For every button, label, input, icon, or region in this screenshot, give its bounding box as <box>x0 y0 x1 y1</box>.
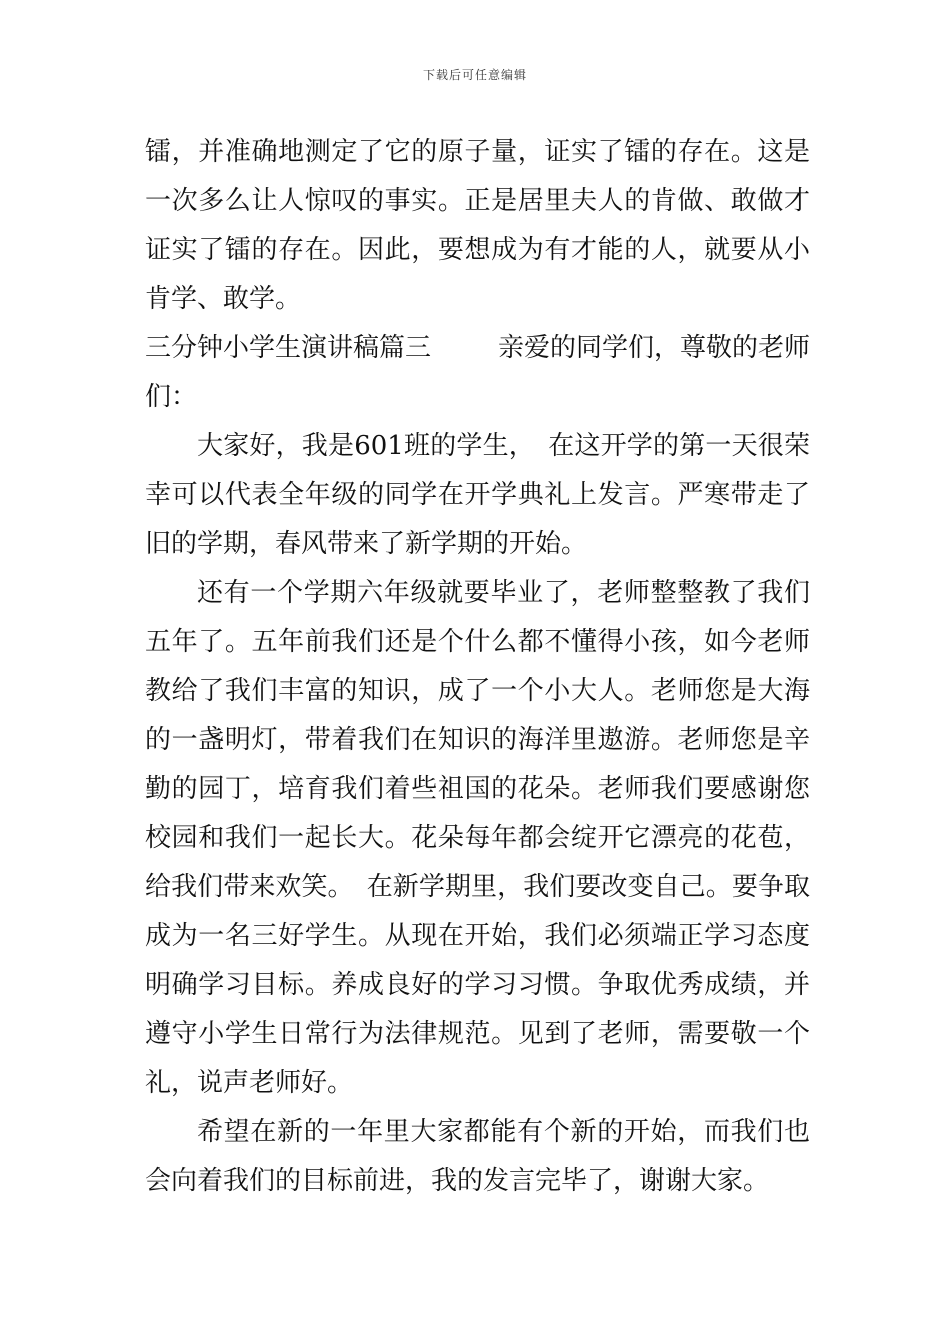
text-line: 旧的学期，春风带来了新学期的开始。 <box>145 529 588 559</box>
text-line: 一次多么让人惊叹的事实。正是居里夫人的肯做、敢做才 <box>145 186 810 216</box>
text-line: 给我们带来欢笑。 在新学期里，我们要改变自己。要争取 <box>145 872 810 902</box>
text-line: 镭，并准确地测定了它的原子量，证实了镭的存在。这是 <box>145 137 810 167</box>
text-line: 校园和我们一起长大。花朵每年都会绽开它漂亮的花苞， <box>145 823 810 853</box>
text-line: 肯学、敢学。 <box>145 284 302 314</box>
text-line: 会向着我们的目标前进，我的发言完毕了，谢谢大家。 <box>145 1166 770 1196</box>
text-line: 勤的园丁，培育我们着些祖国的花朵。老师我们要感谢您 <box>145 774 810 804</box>
paragraph-continuation <box>145 128 810 324</box>
text-line: 幸可以代表全年级的同学在开学典礼上发言。严寒带走了 <box>145 480 810 510</box>
section-heading <box>145 324 810 422</box>
text-line: 礼，说声老师好。 <box>145 1068 354 1098</box>
text-line: 明确学习目标。养成良好的学习习惯。争取优秀成绩，并 <box>145 970 810 1000</box>
text-line: 们： <box>145 382 198 412</box>
page-header: 下载后可任意编辑 <box>422 68 527 82</box>
text-line: 大家好，我是601班的学生， 在这开学的第一天很荣 <box>197 431 810 461</box>
paragraph-teachers <box>145 569 810 1108</box>
salutation: 亲爱的同学们，尊敬的老师 <box>497 333 810 363</box>
paragraph-closing <box>145 1108 810 1206</box>
heading-line <box>145 324 810 373</box>
section-title: 三分钟小学生演讲稿篇三 <box>145 333 432 363</box>
text-line: 遵守小学生日常行为法律规范。见到了老师，需要敬一个 <box>145 1019 810 1049</box>
text-line: 还有一个学期六年级就要毕业了，老师整整教了我们 <box>197 578 810 608</box>
text-line: 五年了。五年前我们还是个什么都不懂得小孩，如今老师 <box>145 627 810 657</box>
text-line: 教给了我们丰富的知识，成了一个小大人。老师您是大海 <box>145 676 810 706</box>
text-line: 希望在新的一年里大家都能有个新的开始，而我们也 <box>197 1117 810 1147</box>
document-body <box>145 128 810 1206</box>
paragraph-greeting <box>145 422 810 569</box>
text-line: 证实了镭的存在。因此，要想成为有才能的人，就要从小 <box>145 235 810 265</box>
text-line: 的一盏明灯，带着我们在知识的海洋里遨游。老师您是辛 <box>145 725 810 755</box>
text-line: 成为一名三好学生。从现在开始，我们必须端正学习态度 <box>145 921 810 951</box>
